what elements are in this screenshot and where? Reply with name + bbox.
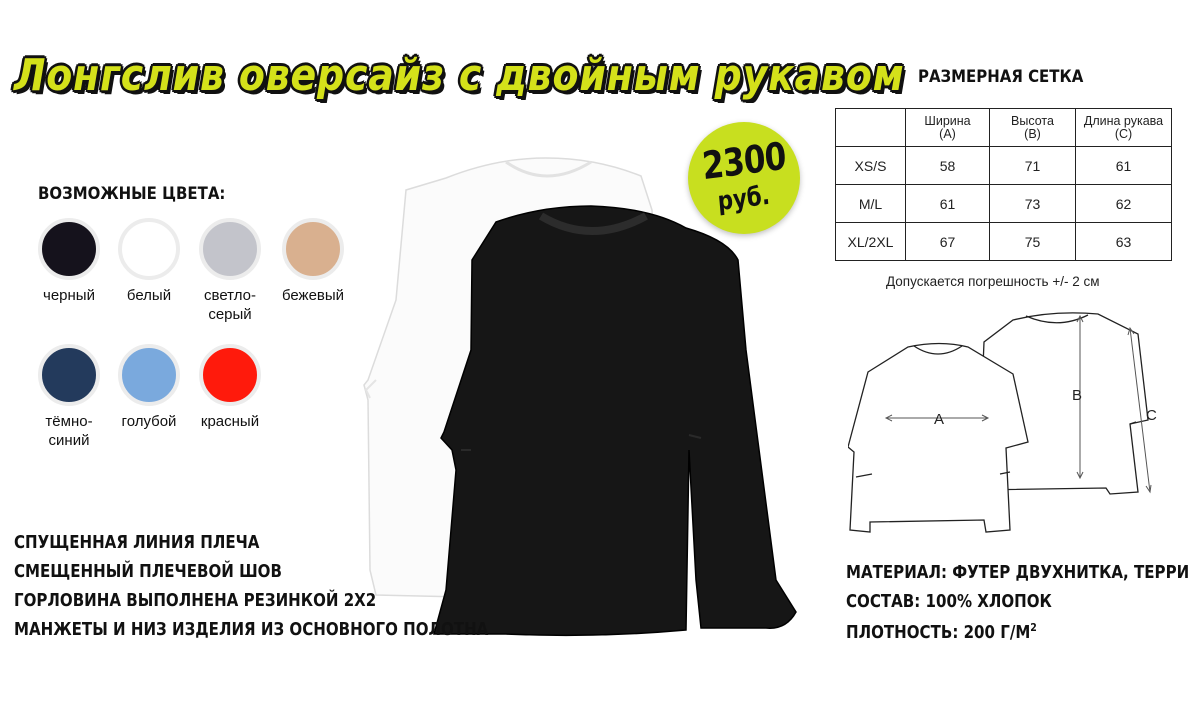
feature-item: ГОРЛОВИНА ВЫПОЛНЕНА РЕЗИНКОЙ 2Х2 bbox=[14, 591, 377, 611]
value-cell: 61 bbox=[1076, 147, 1172, 185]
feature-item: СПУЩЕННАЯ ЛИНИЯ ПЛЕЧА bbox=[14, 533, 260, 553]
value-cell: 62 bbox=[1076, 185, 1172, 223]
feature-item: СМЕЩЕННЫЙ ПЛЕЧЕВОЙ ШОВ bbox=[14, 562, 282, 582]
feature-item: МАНЖЕТЫ И НИЗ ИЗДЕЛИЯ ИЗ ОСНОВНОГО ПОЛОТНА bbox=[14, 620, 489, 640]
color-label: тёмно- синий bbox=[45, 413, 93, 449]
value-cell: 73 bbox=[990, 185, 1076, 223]
color-label: голубой bbox=[121, 413, 177, 430]
color-swatch bbox=[282, 218, 344, 280]
size-chart-header: Ширина (A) bbox=[906, 109, 990, 147]
size-cell: XL/2XL bbox=[836, 223, 906, 261]
price-currency: руб. bbox=[716, 180, 772, 218]
color-label: красный bbox=[200, 413, 260, 430]
product-photo bbox=[356, 150, 806, 650]
value-cell: 63 bbox=[1076, 223, 1172, 261]
color-swatch bbox=[38, 344, 100, 406]
color-label: белый bbox=[126, 287, 172, 304]
color-swatch bbox=[199, 344, 261, 406]
product-title: Лонгслив оверсайз с двойным рукавом bbox=[14, 50, 905, 101]
material-line: МАТЕРИАЛ: ФУТЕР ДВУХНИТКА, ТЕРРИ bbox=[846, 563, 1190, 583]
value-cell: 75 bbox=[990, 223, 1076, 261]
color-label: бежевый bbox=[281, 287, 345, 304]
size-cell: XS/S bbox=[836, 147, 906, 185]
value-cell: 67 bbox=[906, 223, 990, 261]
color-swatch bbox=[38, 218, 100, 280]
color-swatch bbox=[199, 218, 261, 280]
diagram-label-b: B bbox=[1072, 387, 1083, 404]
measurement-diagram bbox=[848, 302, 1168, 542]
size-chart-header: Длина рукава (C) bbox=[1076, 109, 1172, 147]
table-row bbox=[836, 185, 1172, 223]
size-chart-heading: РАЗМЕРНАЯ СЕТКА bbox=[918, 67, 1084, 87]
value-cell: 58 bbox=[906, 147, 990, 185]
value-cell: 61 bbox=[906, 185, 990, 223]
colors-heading: ВОЗМОЖНЫЕ ЦВЕТА: bbox=[38, 184, 226, 204]
color-swatch bbox=[118, 218, 180, 280]
size-chart-corner bbox=[836, 109, 906, 147]
color-label: черный bbox=[43, 287, 95, 304]
black-longsleeve-image bbox=[434, 206, 796, 635]
color-label: светло- серый bbox=[204, 287, 256, 323]
composition-line: СОСТАВ: 100% ХЛОПОК bbox=[846, 592, 1052, 612]
tolerance-note: Допускается погрешность +/- 2 см bbox=[886, 274, 1100, 289]
size-chart-table bbox=[835, 108, 1172, 261]
density-line: ПЛОТНОСТЬ: 200 $Г/М^2$ bbox=[846, 621, 1037, 643]
price-amount: 2300 bbox=[700, 133, 788, 189]
diagram-label-a: A bbox=[934, 411, 945, 428]
color-swatch bbox=[118, 344, 180, 406]
value-cell: 71 bbox=[990, 147, 1076, 185]
table-row bbox=[836, 223, 1172, 261]
table-row bbox=[836, 147, 1172, 185]
size-chart-header: Высота (B) bbox=[990, 109, 1076, 147]
size-cell: M/L bbox=[836, 185, 906, 223]
diagram-label-c: C bbox=[1146, 407, 1157, 424]
